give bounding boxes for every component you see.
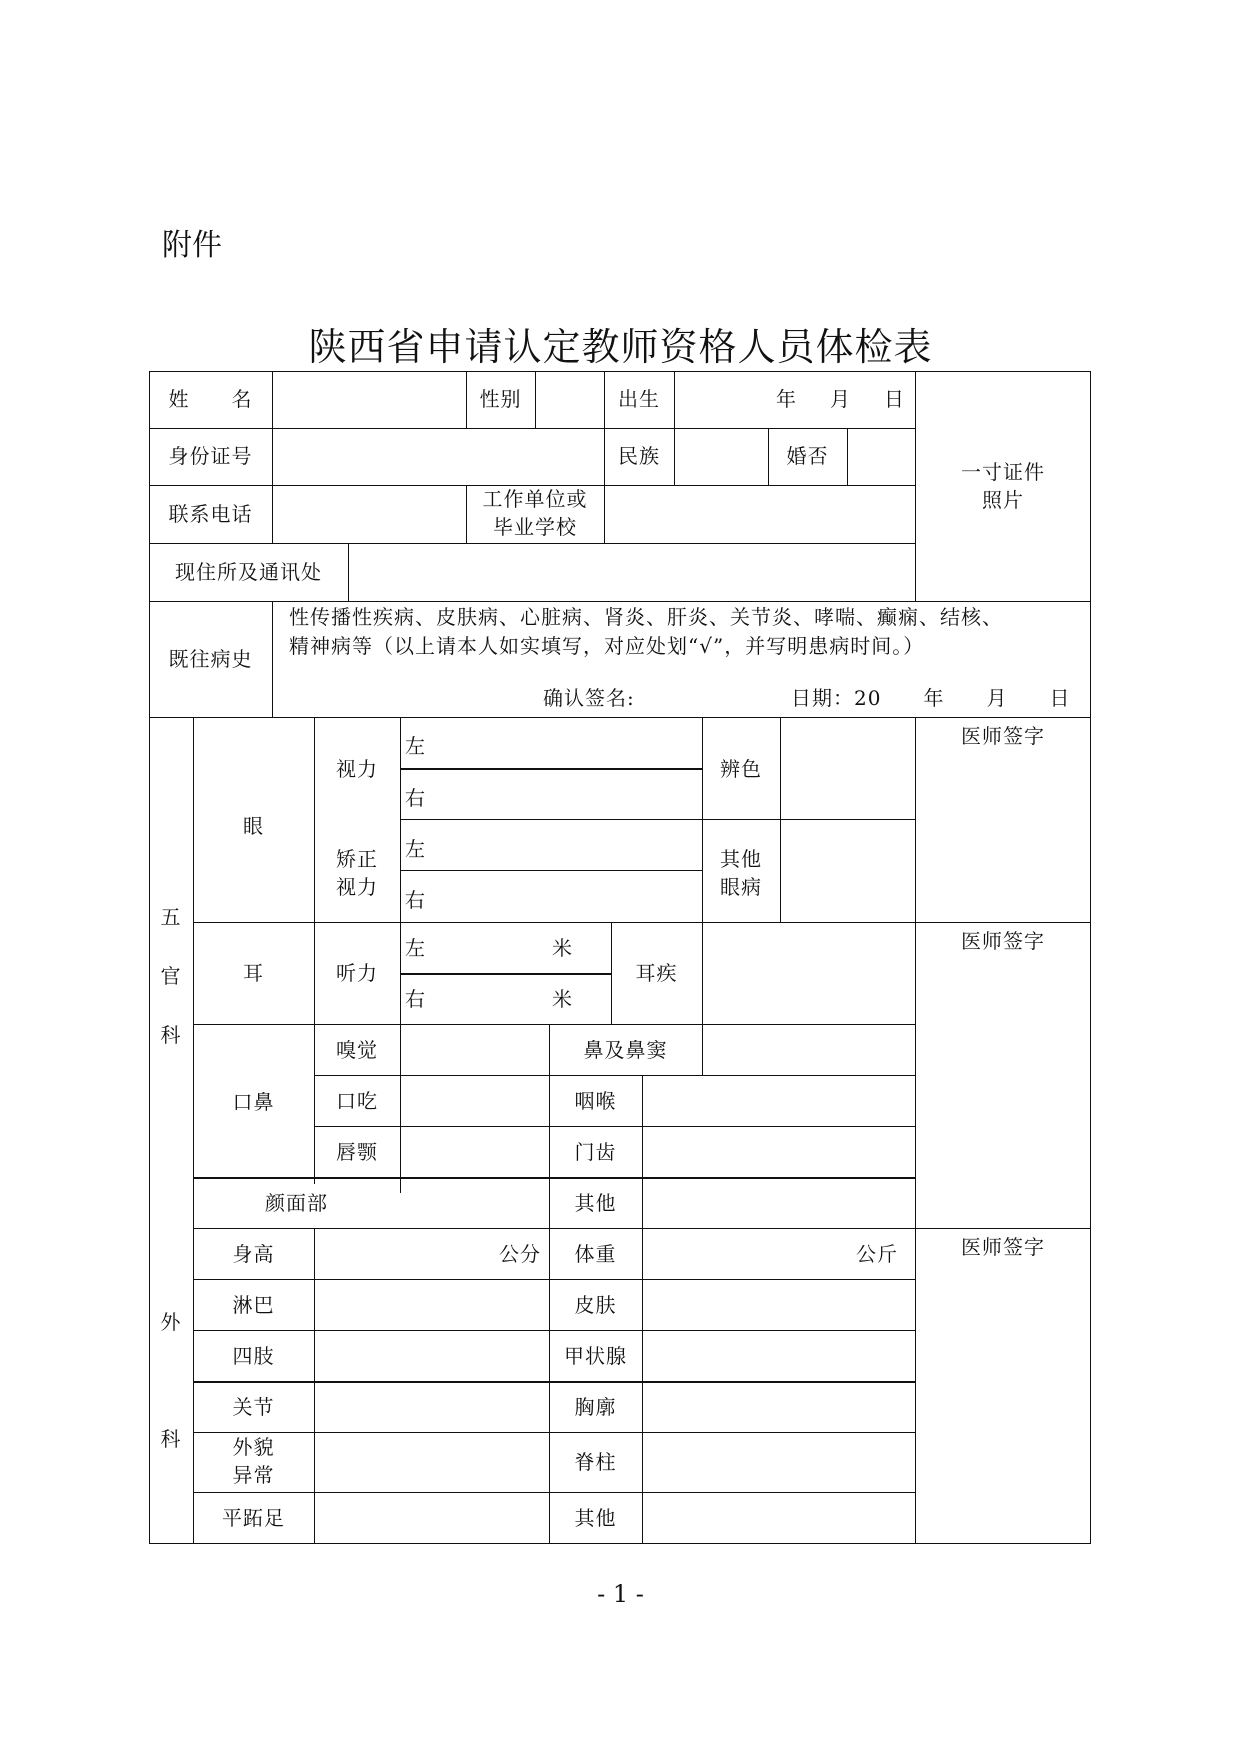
birth-label: 出生 — [618, 387, 660, 411]
wuguan-section-char-2: 官 — [160, 964, 182, 988]
doctor-signature-label: 医师签字 — [961, 929, 1045, 953]
lymph-label: 淋巴 — [232, 1293, 275, 1317]
work-unit-label-1: 工作单位或 — [482, 487, 588, 511]
doctor-signature-label: 医师签字 — [961, 1235, 1045, 1259]
vision-right-label: 右 — [405, 786, 426, 810]
ear-disease-label: 耳疾 — [635, 961, 678, 985]
medical-exam-table — [149, 371, 1091, 1544]
color-vision-label: 辨色 — [720, 757, 762, 781]
gender-label: 性别 — [479, 387, 522, 411]
teeth-label: 门齿 — [574, 1140, 617, 1164]
chest-label: 胸廓 — [574, 1395, 617, 1419]
ethnicity-label: 民族 — [618, 444, 660, 468]
history-text-line1: 性传播性疾病、皮肤病、心脏病、肾炎、肝炎、关节炎、哮喘、癫痫、结核、 — [289, 605, 1003, 629]
thyroid-label: 甲状腺 — [564, 1344, 627, 1368]
vision-label: 视力 — [336, 757, 378, 781]
appearance-label-2: 异常 — [232, 1463, 275, 1487]
corrected-vision-label-1: 矫正 — [336, 847, 378, 871]
corrected-right-label: 右 — [405, 888, 426, 912]
skin-label: 皮肤 — [574, 1293, 617, 1317]
wuguan-section-char-3: 科 — [160, 1023, 182, 1047]
height-unit-cm: 公分 — [499, 1242, 541, 1266]
spine-label: 脊柱 — [574, 1450, 617, 1474]
face-label: 颜面部 — [265, 1191, 328, 1215]
doctor-signature-label: 医师签字 — [961, 724, 1045, 748]
history-text-line2: 精神病等（以上请本人如实填写，对应处划“√”，并写明患病时间。） — [289, 634, 925, 658]
photo-label-1: 一寸证件 — [961, 460, 1045, 484]
form-title: 陕西省申请认定教师资格人员体检表 — [308, 325, 933, 369]
attachment-label: 附件 — [162, 228, 222, 263]
flatfoot-label: 平跖足 — [222, 1506, 285, 1530]
weight-label: 体重 — [574, 1242, 617, 1266]
joints-label: 关节 — [232, 1395, 275, 1419]
birth-month-label: 月 — [830, 387, 851, 411]
weight-unit-kg: 公斤 — [856, 1242, 898, 1266]
limbs-label: 四肢 — [232, 1344, 275, 1368]
marital-label: 婚否 — [786, 444, 829, 468]
throat-label: 咽喉 — [574, 1089, 617, 1113]
surgery-other-label: 其他 — [574, 1506, 617, 1530]
confirm-signature-label: 确认签名: — [543, 686, 635, 710]
phone-label: 联系电话 — [168, 502, 253, 526]
address-label: 现住所及通讯处 — [175, 560, 322, 584]
hearing-right-meter-label: 右 米 — [405, 987, 573, 1011]
lip-palate-label: 唇颚 — [336, 1140, 378, 1164]
stutter-label: 口吃 — [336, 1089, 378, 1113]
work-unit-label-2: 毕业学校 — [493, 515, 577, 539]
height-label: 身高 — [232, 1242, 275, 1266]
smell-label: 嗅觉 — [336, 1038, 378, 1062]
ear-label: 耳 — [243, 961, 264, 985]
name-label: 姓 名 — [168, 387, 253, 411]
vision-left-label: 左 — [405, 734, 426, 758]
appearance-label-1: 外貌 — [232, 1435, 275, 1459]
photo-label-2: 照片 — [982, 488, 1024, 512]
wuguan-section-char-1: 五 — [160, 905, 182, 929]
nose-sinus-label: 鼻及鼻窦 — [583, 1038, 668, 1062]
history-date-label: 日期：20 年 月 日 — [791, 686, 1071, 710]
hearing-label: 听力 — [336, 961, 378, 985]
surgery-section-char-2: 科 — [160, 1427, 182, 1451]
history-label: 既往病史 — [168, 647, 253, 671]
surgery-section-char-1: 外 — [160, 1310, 182, 1334]
hearing-left-meter-label: 左 米 — [405, 936, 573, 960]
mouth-nose-label: 口鼻 — [232, 1090, 275, 1114]
corrected-left-label: 左 — [405, 837, 426, 861]
id-number-label: 身份证号 — [168, 444, 253, 468]
page-number: - 1 - — [597, 1580, 644, 1608]
other-label: 其他 — [574, 1191, 617, 1215]
birth-day-label: 日 — [884, 387, 905, 411]
corrected-vision-label-2: 视力 — [336, 875, 378, 899]
other-eye-disease-label-2: 眼病 — [720, 875, 762, 899]
eye-label: 眼 — [243, 814, 264, 838]
birth-year-label: 年 — [776, 387, 797, 411]
other-eye-disease-label-1: 其他 — [720, 847, 762, 871]
